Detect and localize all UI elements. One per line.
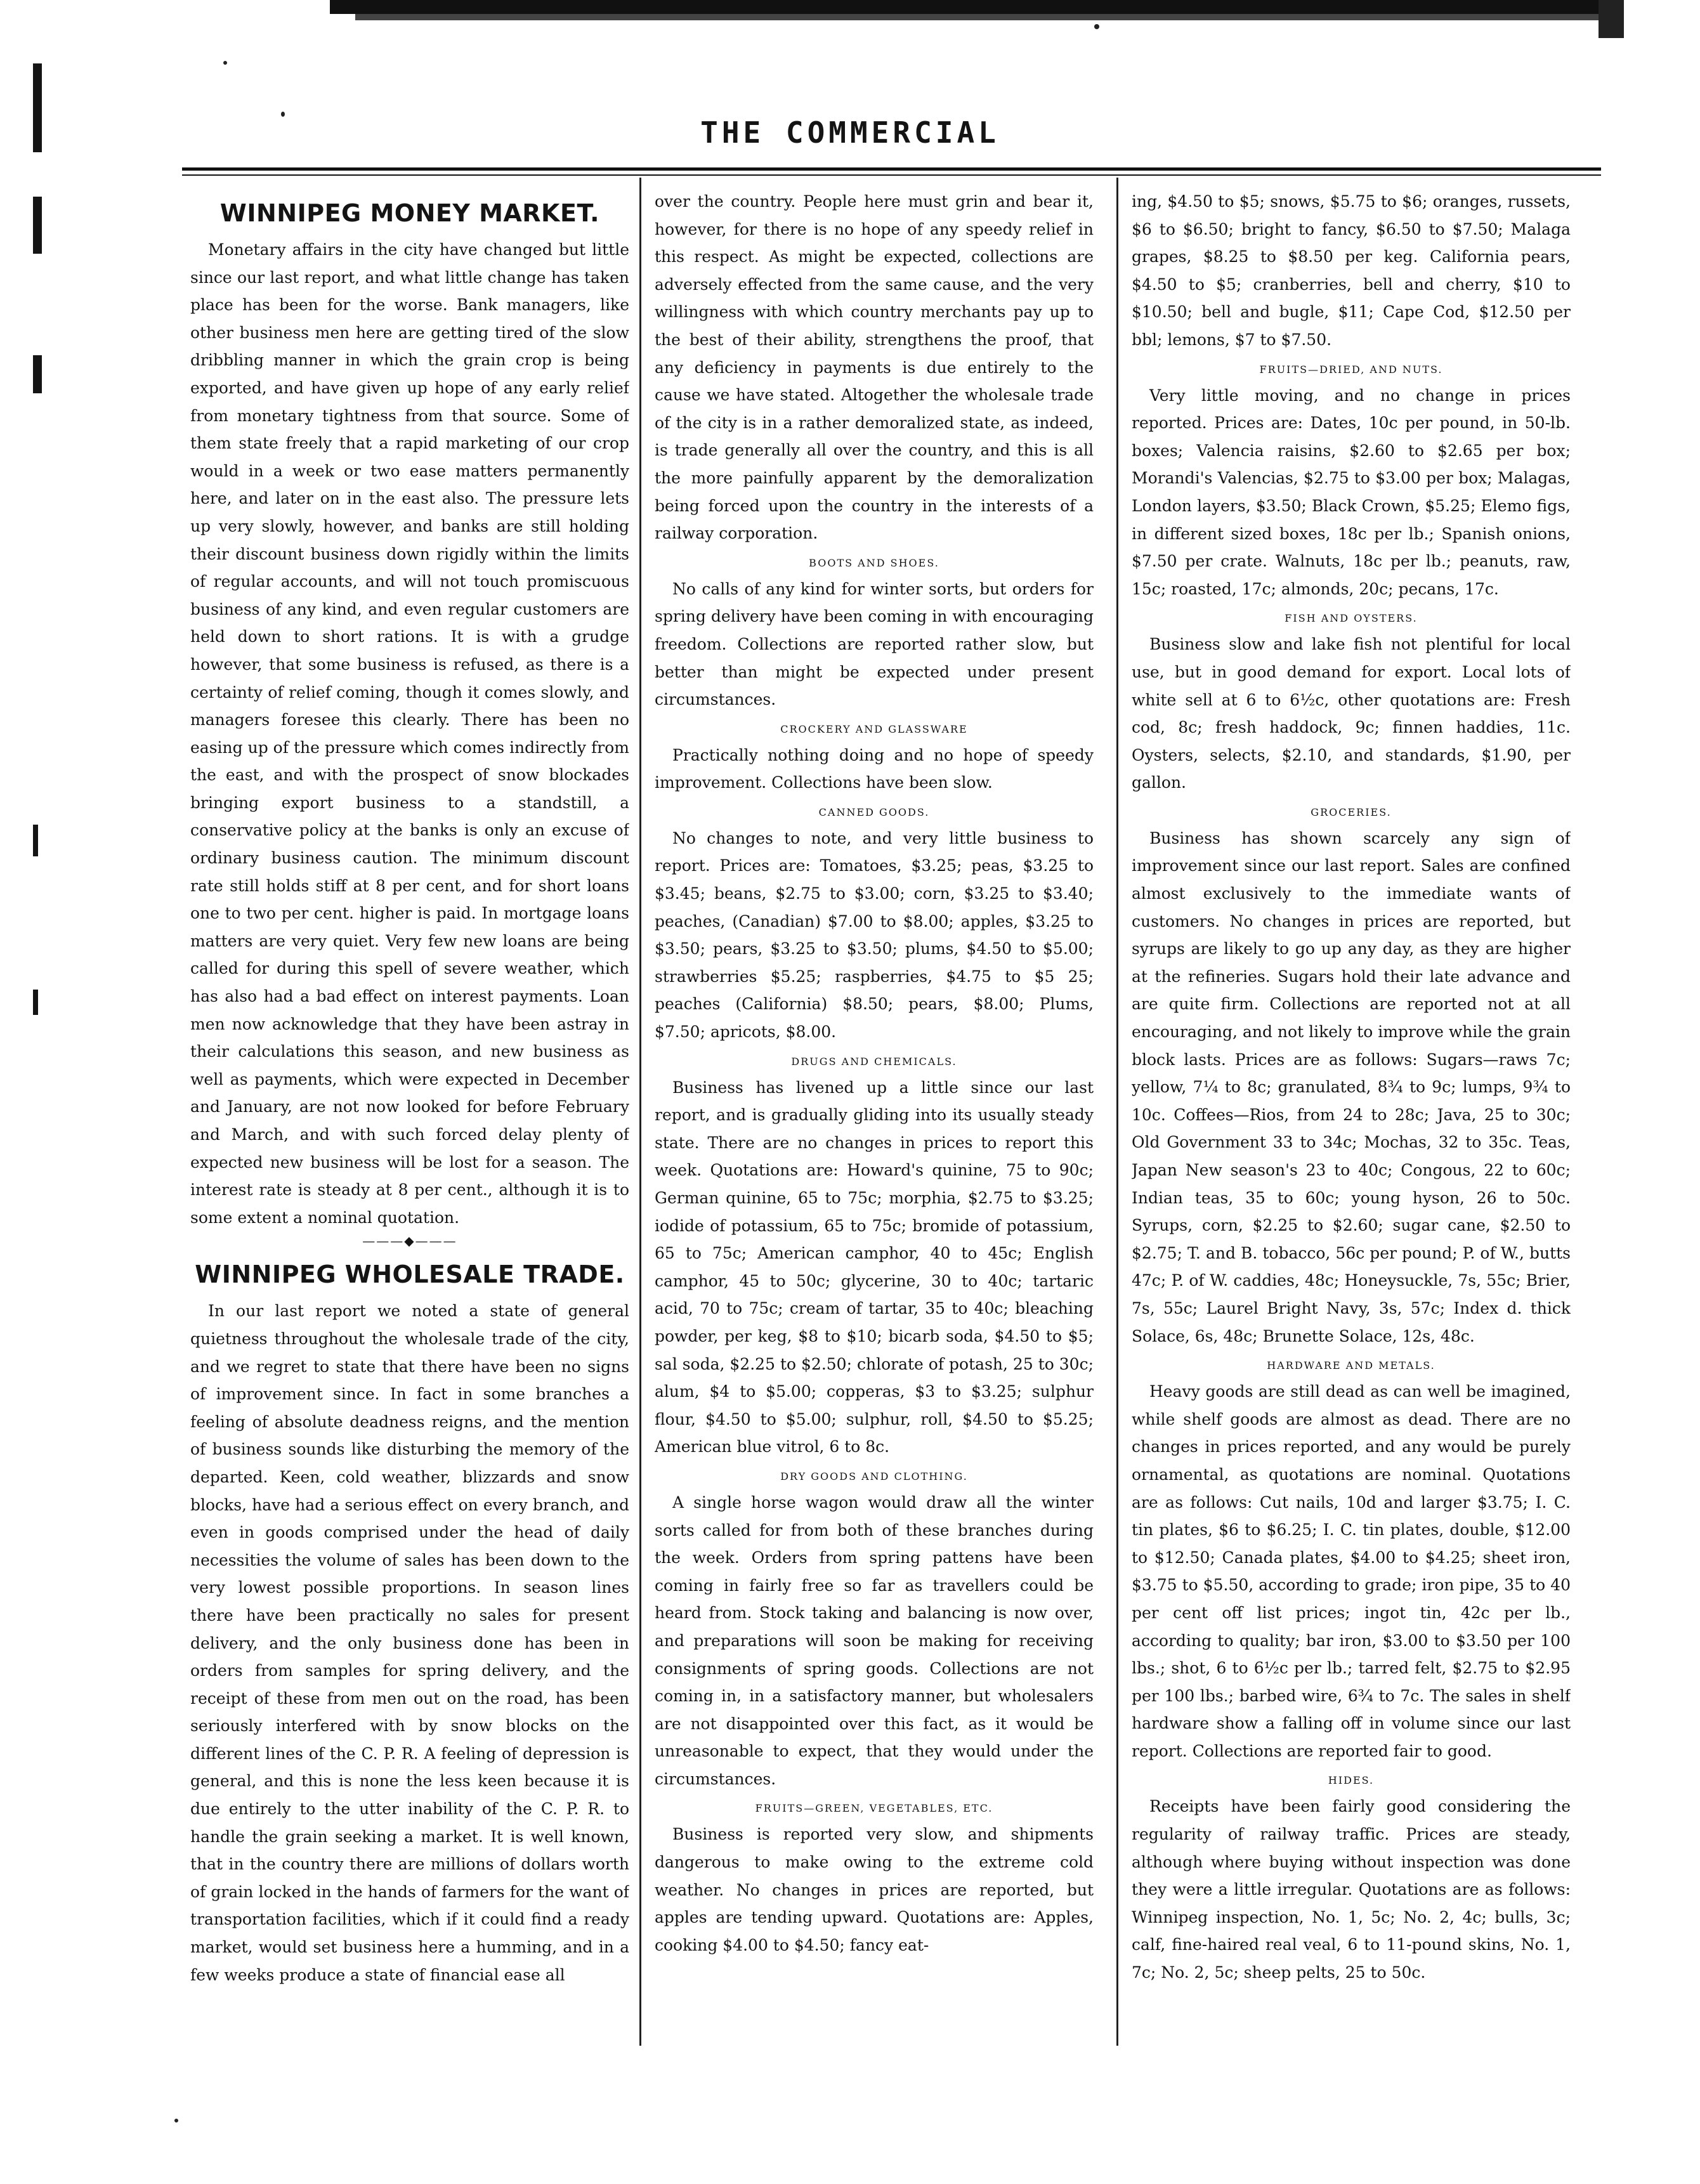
subhead-fish: FISH AND OYSTERS.: [1285, 612, 1418, 625]
hides-text: Receipts have been fairly good considering the regularity of railway traffic. Prices are steady, although where buying without inspection was done they were a little irregular. Quotations are as follows: Winnipeg inspection, No. 1, 5c; No. 2, 4c; bulls, 3c; calf, fine-haired real veal, 6 to 11-pound skins, No. 1, 7c; No. 2, 5c; sheep pelts, 25 to 50c.: [1132, 1797, 1571, 1982]
subhead-hides: HIDES.: [1328, 1774, 1375, 1787]
header-rule-thin: [182, 174, 1601, 176]
header-rule: [182, 167, 1601, 171]
hardware-text: Heavy goods are still dead as can well be imagined, while shelf goods are almost as dead. There are no changes in prices reported, and any would be purely ornamental, as quotations are nominal. Quotations are as follows: Cut nails, 10d and larger $3.75; I. C. tin plates, $6 to $6.25; I. C. tin plates, double, $12.00 to $12.50; Canada plates, $4.00 to $4.25; sheet iron, $3.75 to $5.50, according to grade; iron pipe, 35 to 40 per cent off list prices; ingot tin, 42c per lb., according to quality; bar iron, $3.00 to $3.50 per 100 lbs.; shot, 6 to 6½c per lb.; tarred felt, $2.75 to $2.95 per 100 lbs.; barbed wire, 6¾ to 7c. The sales in shelf hardware show a falling off in volume since our last report. Collections are reported fair to good.: [1132, 1382, 1571, 1760]
section-separator: ———◆———: [362, 1233, 457, 1249]
subhead-dry-goods: DRY GOODS AND CLOTHING.: [780, 1470, 968, 1482]
column-2: [655, 188, 1094, 2046]
subhead-canned-goods: CANNED GOODS.: [818, 806, 930, 818]
scan-edge-bar: [330, 0, 1599, 14]
boots-shoes-text: No calls of any kind for winter sorts, but orders for spring delivery have been coming in with encouraging freedom. Collections are reported rather slow, but better than might be expected under present circumstances.: [655, 579, 1094, 709]
speck: [1094, 24, 1099, 29]
money-market-text: Monetary affairs in the city have changed but little since our last report, and what little change has taken place has been for the worse. Bank managers, like other business men here are getting tired of the slow dribbling manner in which the grain crop is being exported, and have given up hope of any early relief from monetary tightness from that source. Some of them state freely that a rapid marketing of our crop would in a week or two ease matters permanently here, and later on in the east also. The pressure lets up very slowly, however, and banks are still holding their discount business down rigidly within the limits of regular accounts, and will not touch promiscuous business of any kind, and even regular customers are held down to short rations. It is with a grudge however, that some business is refused, as there is a certainty of relief coming, though it comes slowly, and managers foresee this clearly. There has been no easing up of the pressure which comes indirectly from the east, and with the prospect of snow blockades bringing export business to a standstill, a conservative policy at the banks is only an excuse of ordinary business caution. The minimum discount rate still holds stiff at 8 per cent, and for short loans one to two per cent. higher is paid. In mortgage loans matters are very quiet. Very few new loans are being called for during this spell of severe weather, which has also had a bad effect on interest payments. Loan men now acknowledge that they have been astray in their calculations this season, and new business as well as payments, which were expected in December and January, are not now looked for before February and March, and with such forced delay plenty of expected new business will be lost for a season. The interest rate is steady at 8 per cent., although it is to some extent a nominal quotation.: [190, 240, 629, 1227]
column-3: [1132, 188, 1571, 2046]
fruits-green-text: Business is reported very slow, and shipments dangerous to make owing to the extreme cold weather. No changes in prices are reported, but apples are tending upward. Quotations are: Apples, cooking $4.00 to $4.50; fancy eat-: [655, 1825, 1094, 1954]
dry-goods-text: A single horse wagon would draw all the winter sorts called for from both of these branches during the week. Orders from spring pattens have been coming in fairly free so far as travellers could be heard from. Stock taking and balancing is now over, and preparations will soon be making for receiving consignments of spring goods. Collections are not coming in, in a satisfactory manner, but wholesalers are not disappointed over this fact, as it would be unreasonable to expect, that they would under the circumstances.: [655, 1493, 1094, 1788]
subhead-drugs: DRUGS AND CHEMICALS.: [791, 1055, 957, 1068]
subhead-boots-shoes: BOOTS AND SHOES.: [809, 556, 939, 569]
binding-mark: [33, 825, 38, 856]
subhead-hardware: HARDWARE AND METALS.: [1267, 1359, 1435, 1372]
wholesale-trade-text: In our last report we noted a state of general quietness throughout the wholesale trade of the city, and we regret to state that there have been no signs of improvement since. In fact in some branches a feeling of absolute deadness reigns, and the mention of business sounds like disturbing the memory of the departed. Keen, cold weather, blizzards and snow blocks, have had a serious effect on every branch, and even in goods comprised under the head of daily necessities the volume of sales has been down to the very lowest possible proportions. In season lines there have been practically no sales for present delivery, and the only business done has been in orders from samples for spring delivery, and the receipt of these from men out on the road, has been seriously interfered with by snow blocks on the different lines of the C. P. R. A feeling of depression is general, and this is none the less keen because it is due entirely to the utter inability of the C. P. R. to handle the grain seeking a market. It is well known, that in the country there are millions of dollars worth of grain locked in the hands of farmers for the want of transportation facilities, which if it could find a ready market, would set business here a humming, and in a few weeks produce a state of financial ease all: [190, 1302, 629, 1984]
subhead-fruits-dried: FRUITS—DRIED, AND NUTS.: [1259, 363, 1443, 376]
speck: [223, 61, 227, 65]
drugs-text: Business has livened up a little since our last report, and is gradually gliding into its usually steady state. There are no changes in prices to report this week. Quotations are: Howard's quinine, 75 to 90c; German quinine, 65 to 75c; morphia, $2.75 to $3.25; iodide of potassium, 65 to 75c; bromide of potassium, 65 to 75c; American camphor, 40 to 45c; English camphor, 45 to 50c; glycerine, 30 to 40c; tartaric acid, 70 to 75c; cream of tartar, 35 to 40c; bleaching powder, per keg, $8 to $10; bicarb soda, $4.50 to $5; sal soda, $2.25 to $2.50; chlorate of potash, 25 to 30c; alum, $4 to $5.00; copperas, $3 to $3.25; sulphur flour, $4.50 to $5.00; sulphur, roll, $4.50 to $5.25; American blue vitrol, 6 to 8c.: [655, 1078, 1094, 1456]
column-rule: [1116, 178, 1118, 2046]
column-rule: [639, 178, 641, 2046]
subhead-crockery: CROCKERY AND GLASSWARE: [780, 723, 968, 735]
speck: [174, 2119, 178, 2122]
fruits-dried-text: Very little moving, and no change in prices reported. Prices are: Dates, 10c per pound, in 50-lb. boxes; Valencia raisins, $2.60 to $2.65 per box; Morandi's Valencias, $2.75 to $3.00 per box; Malagas, London layers, $3.50; Black Crown, $5.25; Elemo figs, in different sized boxes, 18c per lb.; Spanish onions, $7.50 per crate. Walnuts, 18c per lb.; peanuts, raw, 15c; roasted, 17c; almonds, 20c; pecans, 17c.: [1132, 386, 1571, 598]
groceries-text: Business has shown scarcely any sign of improvement since our last report. Sales are confined almost exclusively to the immediate wants of customers. No changes in prices are reported, but syrups are likely to go up any day, as they are higher at the refineries. Sugars hold their late advance and are quite firm. Collections are reported not at all encouraging, and not likely to improve while the grain block lasts. Prices are as follows: Sugars—raws 7c; yellow, 7¼ to 8c; granulated, 8¾ to 9c; lumps, 9¾ to 10c. Coffees—Rios, from 24 to 28c; Java, 25 to 30c; Old Government 33 to 34c; Mochas, 32 to 35c. Teas, Japan New season's 23 to 40c; Congous, 22 to 60c; Indian teas, 35 to 60c; young hyson, 26 to 50c. Syrups, corn, $2.25 to $2.60; sugar cane, $2.50 to $2.75; T. and B. tobacco, 56c per pound; P. of W., butts 47c; P. of W. caddies, 48c; Honeysuckle, 7s, 55c; Brier, 7s, 55c; Laurel Bright Navy, 3s, 57c; Index d. thick Solace, 6s, 48c; Brunette Solace, 12s, 48c.: [1132, 828, 1571, 1345]
subhead-groceries: GROCERIES.: [1311, 806, 1392, 818]
canned-goods-text: No changes to note, and very little business to report. Prices are: Tomatoes, $3.25; peas, $3.25 to $3.45; beans, $2.75 to $3.00; corn, $3.25 to $3.40; peaches, (Canadian) $7.00 to $8.00; apples, $3.25 to $3.50; pears, $3.25 to $3.50; plums, $4.50 to $5.00; strawberries $5.25; raspberries, $4.75 to $5 25; peaches (California) $8.50; pears, $8.00; Plums, $7.50; apricots, $8.00.: [655, 828, 1094, 1042]
subhead-fruits-green: FRUITS—GREEN, VEGETABLES, ETC.: [755, 1802, 993, 1815]
fruits-green-continued: ing, $4.50 to $5; snows, $5.75 to $6; oranges, russets, $6 to $6.50; bright to fancy, $6.50 to $7.50; Malaga grapes, $8.25 to $8.50 per keg. California pears, $4.50 to $5; cranberries, bell and cherry, $10 to $10.50; bell and bugle, $11; Cape Cod, $12.50 per bbl; lemons, $7 to $7.50.: [1132, 192, 1571, 349]
binding-mark: [33, 355, 42, 393]
scan-edge-bar-lower: [355, 14, 1599, 20]
fish-text: Business slow and lake fish not plentiful for local use, but in good demand for export. Local lots of white sell at 6 to 6½c, other quotations are: Fresh cod, 8c; fresh haddock, 9c; finnen haddies, 11c. Oysters, selects, $2.10, and standards, $1.90, per gallon.: [1132, 635, 1571, 792]
headline-wholesale-trade: WINNIPEG WHOLESALE TRADE.: [195, 1260, 625, 1289]
binding-mark: [33, 197, 42, 254]
wholesale-trade-continued: over the country. People here must grin and bear it, however, for there is no hope of any speedy relief in this respect. As might be expected, collections are adversely effected from the same cause, and the very willingness with which country merchants pay up to the best of their ability, strengthens the proof, that any deficiency in payments is due entirely to the cause we have stated. Altogether the wholesale trade of the city is in a rather demoralized state, as indeed, is trade generally all over the country, and this is all the more painfully apparent by the demoralization being forced upon the country in the interests of a railway corporation.: [655, 192, 1094, 543]
scan-edge-corner: [1599, 0, 1624, 38]
crockery-text: Practically nothing doing and no hope of speedy improvement. Collections have been slow.: [655, 745, 1094, 792]
binding-mark: [33, 990, 38, 1015]
running-head: THE COMMERCIAL: [700, 115, 1000, 150]
headline-money-market: WINNIPEG MONEY MARKET.: [219, 199, 600, 227]
column-1: [190, 188, 629, 2046]
